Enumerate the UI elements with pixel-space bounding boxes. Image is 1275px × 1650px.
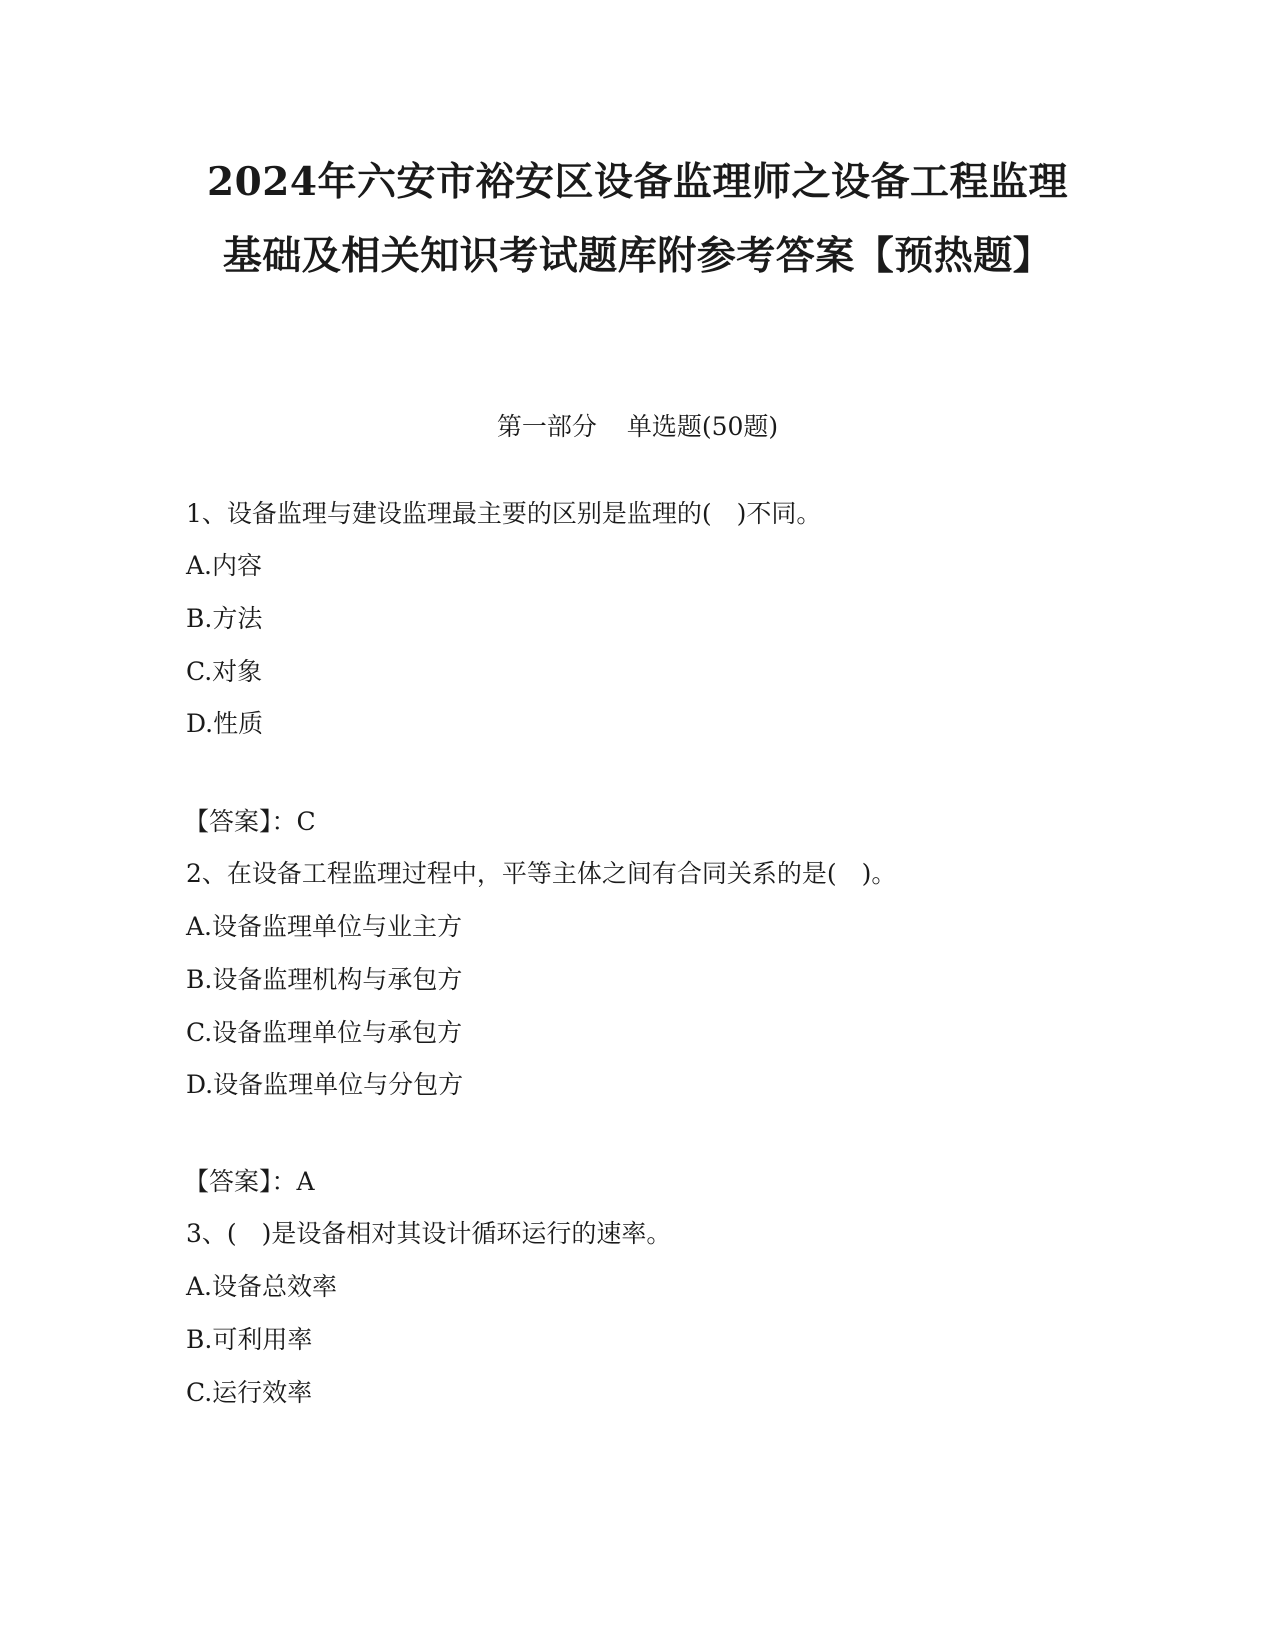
question-2-answer: 【答案】：A xyxy=(184,1167,315,1196)
question-3-stem: 3、( )是设备相对其设计循环运行的速率。 xyxy=(186,1219,672,1248)
section-part: 第一部分 xyxy=(496,412,597,441)
title-line-2: 基础及相关知识考试题库附参考答案【预热题】 xyxy=(222,233,1053,279)
question-1-stem: 1、设备监理与建设监理最主要的区别是监理的( )不同。 xyxy=(186,499,822,528)
question-3-option-b: B.可利用率 xyxy=(186,1325,313,1354)
question-1-option-a: A.内容 xyxy=(186,551,263,580)
section-type: 单选题(50题) xyxy=(626,412,779,441)
question-2-stem: 2、在设备工程监理过程中，平等主体之间有合同关系的是( )。 xyxy=(186,859,897,888)
question-1-option-c: C.对象 xyxy=(186,657,263,686)
section-heading xyxy=(0,410,1275,444)
question-1-answer: 【答案】：C xyxy=(184,807,316,836)
question-1-option-d: D.性质 xyxy=(186,709,264,738)
question-2-option-d: D.设备监理单位与分包方 xyxy=(186,1070,464,1099)
question-2-option-b: B.设备监理机构与承包方 xyxy=(186,965,463,994)
question-2-option-c: C.设备监理单位与承包方 xyxy=(186,1018,463,1047)
question-1-option-b: B.方法 xyxy=(186,604,263,633)
question-2-option-a: A.设备监理单位与业主方 xyxy=(186,912,463,941)
title-line-1: 2024年六安市裕安区设备监理师之设备工程监理 xyxy=(206,159,1069,205)
question-3-option-c: C.运行效率 xyxy=(186,1378,313,1407)
question-3-option-a: A.设备总效率 xyxy=(186,1272,338,1301)
document-title xyxy=(120,145,1155,293)
